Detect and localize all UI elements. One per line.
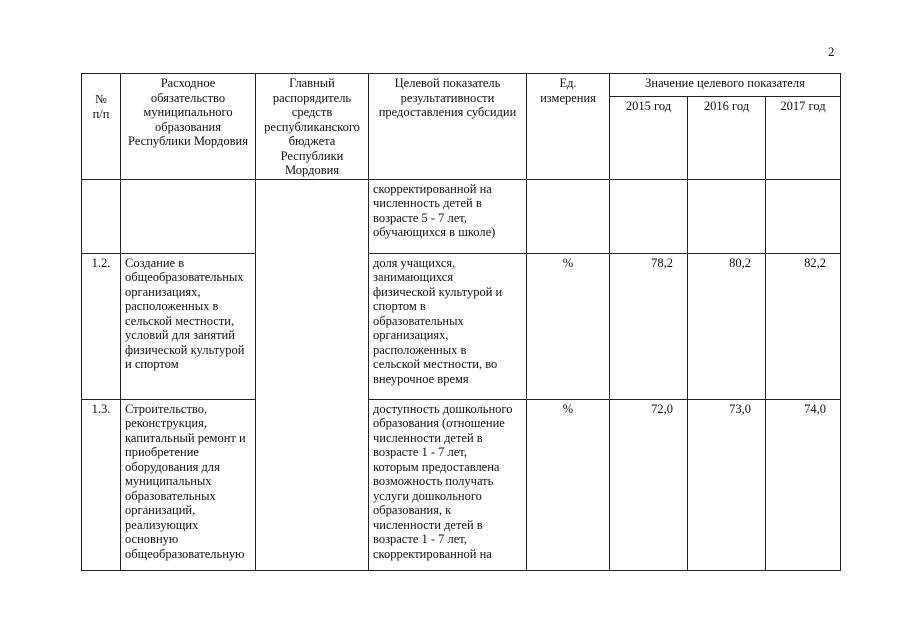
row-num: 1.3. (82, 399, 121, 570)
row-unit: % (527, 253, 610, 399)
header-unit: Ед. измерения (527, 74, 610, 180)
row-value-2016 (688, 179, 766, 253)
row-obligation: Создание в общеобразовательных организациях, расположенных в сельской местности, условий для занятий физической культурой и спортом (121, 253, 256, 399)
manager-cell (256, 179, 369, 570)
row-indicator: доля учащихся, занимающихся физической культурой и спортом в образовательных организациях, расположенных в сельской местности, во внеурочное время (369, 253, 527, 399)
header-num: № п/п (82, 74, 121, 180)
row-value-2017: 74,0 (766, 399, 841, 570)
header-indicator: Целевой показатель результативности предоставления субсидии (369, 74, 527, 180)
table-row (82, 253, 841, 399)
row-unit: % (527, 399, 610, 570)
header-row (82, 74, 841, 97)
header-year-2017: 2017 год (766, 96, 841, 179)
row-obligation: Строительство, реконструкция, капитальный ремонт и приобретение оборудования для муниципальных образовательных организаций, реализующих основную общеобразовательную (121, 399, 256, 570)
page-number: 2 (828, 44, 835, 59)
row-value-2015 (610, 179, 688, 253)
row-num (82, 179, 121, 253)
header-manager: Главный распорядитель средств республиканского бюджета Республики Мордовия (256, 74, 369, 180)
table-row (82, 179, 841, 253)
target-indicators-table (81, 73, 841, 571)
table-row (82, 399, 841, 570)
row-indicator: скорректированной на численность детей в возрасте 5 - 7 лет, обучающихся в школе) (369, 179, 527, 253)
row-obligation (121, 179, 256, 253)
header-value-group: Значение целевого показателя (610, 74, 841, 97)
row-indicator: доступность дошкольного образования (отношение численности детей в возрасте 1 - 7 лет, которым предоставлена возможность получать услуги дошкольного образования, к численности детей в возрасте 1 - 7 лет, скорректированной на (369, 399, 527, 570)
row-value-2016: 73,0 (688, 399, 766, 570)
row-value-2016: 80,2 (688, 253, 766, 399)
header-obligation: Расходное обязательство муниципального образования Республики Мордовия (121, 74, 256, 180)
row-value-2015: 78,2 (610, 253, 688, 399)
row-num: 1.2. (82, 253, 121, 399)
header-year-2016: 2016 год (688, 96, 766, 179)
row-value-2017 (766, 179, 841, 253)
row-value-2017: 82,2 (766, 253, 841, 399)
row-unit (527, 179, 610, 253)
row-value-2015: 72,0 (610, 399, 688, 570)
header-year-2015: 2015 год (610, 96, 688, 179)
